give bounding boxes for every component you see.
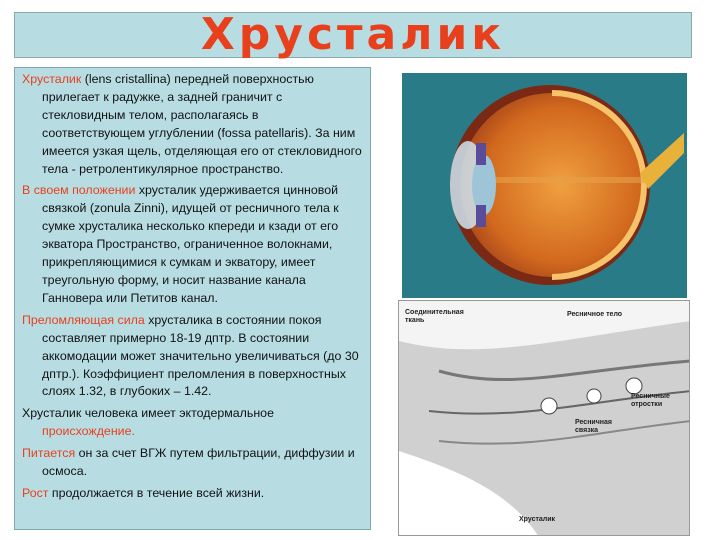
- label-lens: Хрусталик: [519, 516, 556, 523]
- paragraph-growth: [22, 485, 364, 503]
- iris-upper-shape: [476, 143, 486, 165]
- label-ciliary-body: Ресничное тело: [567, 311, 623, 318]
- label-ciliary-processes: Ресничные отростки: [631, 393, 670, 408]
- paragraph-lens: [22, 71, 364, 178]
- iris-lower-shape: [476, 205, 486, 227]
- optical-axis: [472, 177, 652, 183]
- paragraph-position: [22, 182, 364, 307]
- lens-micrograph: [398, 300, 690, 536]
- ciliary-process-shape: [587, 389, 601, 403]
- term-highlight: происхождение.: [42, 424, 135, 439]
- paragraph-refraction: [22, 312, 364, 402]
- label-ciliary-ligament: Ресничная связка: [575, 419, 612, 434]
- paragraph-nutrition: [22, 445, 364, 481]
- title-bar: [14, 9, 692, 60]
- paragraph-text: хрусталика в состоянии покоя составляет примерно 18-19 дптр. В состоянии аккомодации может значительно увеличиваться (до 30 дптр.). Коэффициент преломления в поверхностных слоях 1.32, в глубоких – 1.42.: [42, 312, 359, 399]
- slide-title: Хрусталик: [200, 9, 506, 60]
- paragraph-text: хрусталик удерживается цинновой связкой (zonula Zinni), идущей от ресничного тела к сумке хрусталика несколько кпереди и кзади от его экватора Пространство, ограниченное волокнами, прикрепляющимися к сумкам и экватору, имеет треугольную форму, и носит название канала Ганновера или Петитов канал.: [42, 183, 339, 305]
- label-connective-tissue: Соединительная ткань: [405, 309, 464, 324]
- term-highlight: Питается: [22, 446, 76, 461]
- paragraph-text: он за счет ВГЖ путем фильтрации, диффузии и осмоса.: [42, 446, 355, 479]
- term-highlight: Преломляющая сила: [22, 312, 145, 327]
- paragraph-text: (lens cristallina) передней поверхностью прилегает к радужке, а задней граничит с стекловидным телом, располагаясь в соответствующем углублении (fossa patellaris). За ним имеется узкая щель, отделяющая его от стекловидного тела - ретролентикулярное пространство.: [42, 72, 362, 176]
- term-highlight: Рост: [22, 485, 49, 500]
- ciliary-process-shape: [626, 378, 642, 394]
- paragraph-text: продолжается в течение всей жизни.: [48, 485, 265, 500]
- paragraph-text: Хрусталик человека имеет эктодермальное: [22, 406, 274, 421]
- text-panel: [14, 67, 371, 530]
- ciliary-process-shape: [541, 398, 557, 414]
- term-highlight: В своем положении: [22, 183, 136, 198]
- term-highlight: Хрусталик: [22, 72, 82, 86]
- paragraph-origin: [22, 405, 364, 441]
- eye-cross-section-illustration: [402, 73, 687, 298]
